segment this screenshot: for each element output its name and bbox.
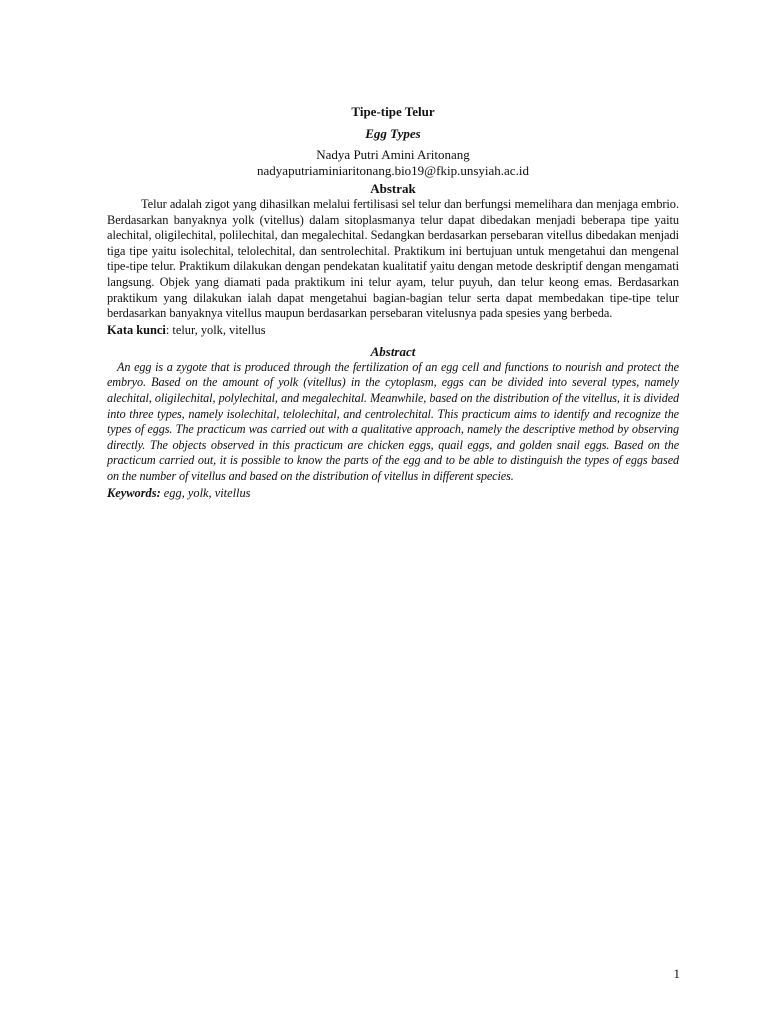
paper-subtitle: Egg Types	[365, 126, 421, 141]
abstrak-heading: Abstrak	[370, 181, 416, 196]
abstract-body: An egg is a zygote that is produced through the fertilization of an egg cell and functions to nourish and protect the embryo. Based on the amount of yolk (vitellus) in the cytoplasm, eggs can be divided into several types, namely alechital, oligilechital, polylechital, and megalechital. Meanwhile, based on the distribution of the vitellus, it is divided into three types, namely isolechital, telolechital, and centrolechital. This practicum aims to identify and recognize the types of eggs. The practicum was carried out with a qualitative approach, namely the descriptive method by observing directly. The objects observed in this practicum are chicken eggs, quail eggs, and golden snail eggs. Based on the practicum carried out, it is possible to know the parts of the egg and to be able to distinguish the types of eggs based on the number of vitellus and based on the distribution of vitellus in different species.	[107, 359, 679, 483]
paper-title: Tipe-tipe Telur	[351, 104, 435, 119]
abstrak-keywords-separator: :	[165, 322, 173, 337]
paper-content	[107, 103, 679, 501]
abstract-keywords-values: egg, yolk, vitellus	[160, 485, 251, 500]
author-email: nadyaputriaminiaritonang.bio19@fkip.unsyiah.ac.id	[257, 163, 529, 178]
abstract-keywords	[107, 485, 679, 501]
abstrak-body: Telur adalah zigot yang dihasilkan melalui fertilisasi sel telur dan berfungsi memelihara dan menjaga embrio. Berdasarkan banyaknya yolk (vitellus) dalam sitoplasmanya telur dapat dibedakan menjadi beberapa tipe yaitu alechital, oligilechital, polilechital, dan megalechital. Sedangkan berdasarkan persebaran vitellus dibedakan menjadi tiga tipe yaitu isolechital, telolechital, dan sentrolechital. Praktikum ini bertujuan untuk mengetahui dan mengenal tipe-tipe telur. Praktikum dilakukan dengan pendekatan kualitatif yaitu dengan metode deskriptif dengan mengamati langsung. Objek yang diamati pada praktikum ini telur ayam, telur puyuh, dan telur keong emas. Berdasarkan praktikum yang dilakukan ialah dapat mengetahui bagian-bagian telur serta dapat membedakan tipe-tipe telur berdasarkan banyaknya vitellus maupun berdasarkan persebaran vitelusnya pada spesies yang berbeda.	[107, 197, 679, 321]
abstrak-keywords-label: Kata kunci	[107, 322, 166, 337]
abstract-keywords-label: Keywords:	[107, 485, 161, 500]
abstract-heading: Abstract	[370, 343, 416, 359]
abstrak-keywords-values: telur, yolk, vitellus	[172, 322, 266, 337]
author-name: Nadya Putri Amini Aritonang	[316, 147, 470, 162]
abstrak-keywords	[107, 322, 679, 338]
page-number: 1	[673, 966, 680, 981]
